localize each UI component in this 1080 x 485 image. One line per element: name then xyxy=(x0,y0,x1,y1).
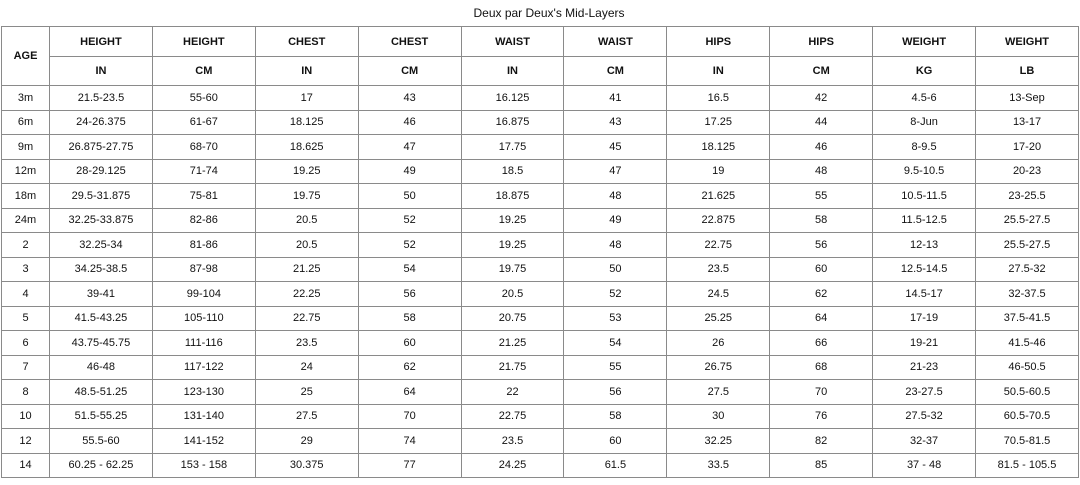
column-header: CHEST xyxy=(255,27,358,57)
unit-header: CM xyxy=(152,57,255,86)
unit-header: IN xyxy=(667,57,770,86)
table-cell: 16.875 xyxy=(461,110,564,135)
table-cell: 60 xyxy=(770,257,873,282)
table-cell: 54 xyxy=(564,331,667,356)
column-header: HEIGHT xyxy=(152,27,255,57)
table-cell: 20.75 xyxy=(461,306,564,331)
table-cell: 153 - 158 xyxy=(152,453,255,478)
table-cell: 123-130 xyxy=(152,380,255,405)
table-row xyxy=(2,380,1079,405)
unit-header: KG xyxy=(873,57,976,86)
table-cell: 25.5-27.5 xyxy=(976,208,1079,233)
table-row xyxy=(2,184,1079,209)
table-cell: 82-86 xyxy=(152,208,255,233)
table-body xyxy=(2,86,1079,478)
table-cell: 32-37 xyxy=(873,429,976,454)
table-row xyxy=(2,331,1079,356)
table-cell: 75-81 xyxy=(152,184,255,209)
table-cell: 68-70 xyxy=(152,135,255,160)
table-cell: 46-50.5 xyxy=(976,355,1079,380)
table-cell: 55-60 xyxy=(152,86,255,111)
table-cell: 21.25 xyxy=(461,331,564,356)
table-cell: 27.5 xyxy=(255,404,358,429)
table-cell: 76 xyxy=(770,404,873,429)
column-header: WAIST xyxy=(461,27,564,57)
table-cell: 22.75 xyxy=(255,306,358,331)
table-cell: 18.625 xyxy=(255,135,358,160)
table-cell: 19.25 xyxy=(461,208,564,233)
table-cell: 29.5-31.875 xyxy=(50,184,153,209)
table-cell: 20-23 xyxy=(976,159,1079,184)
table-cell: 27.5-32 xyxy=(976,257,1079,282)
age-cell: 3m xyxy=(2,86,50,111)
table-cell: 20.5 xyxy=(255,233,358,258)
table-cell: 52 xyxy=(358,233,461,258)
table-cell: 48 xyxy=(564,184,667,209)
table-cell: 25.25 xyxy=(667,306,770,331)
table-cell: 52 xyxy=(564,282,667,307)
table-cell: 22.25 xyxy=(255,282,358,307)
age-cell: 4 xyxy=(2,282,50,307)
table-cell: 27.5 xyxy=(667,380,770,405)
table-cell: 14.5-17 xyxy=(873,282,976,307)
table-cell: 32.25-34 xyxy=(50,233,153,258)
table-cell: 19.75 xyxy=(461,257,564,282)
table-cell: 87-98 xyxy=(152,257,255,282)
table-cell: 32-37.5 xyxy=(976,282,1079,307)
table-cell: 21.25 xyxy=(255,257,358,282)
table-cell: 30.375 xyxy=(255,453,358,478)
table-cell: 37.5-41.5 xyxy=(976,306,1079,331)
table-cell: 47 xyxy=(358,135,461,160)
table-cell: 21.75 xyxy=(461,355,564,380)
table-cell: 22.75 xyxy=(461,404,564,429)
table-cell: 18.125 xyxy=(255,110,358,135)
table-cell: 46 xyxy=(770,135,873,160)
table-cell: 60.25 - 62.25 xyxy=(50,453,153,478)
table-cell: 111-116 xyxy=(152,331,255,356)
table-cell: 10.5-11.5 xyxy=(873,184,976,209)
table-cell: 70 xyxy=(770,380,873,405)
table-cell: 99-104 xyxy=(152,282,255,307)
table-cell: 66 xyxy=(770,331,873,356)
table-cell: 23.5 xyxy=(255,331,358,356)
table-cell: 17-19 xyxy=(873,306,976,331)
table-cell: 58 xyxy=(770,208,873,233)
table-row xyxy=(2,233,1079,258)
table-cell: 68 xyxy=(770,355,873,380)
table-cell: 60 xyxy=(564,429,667,454)
table-cell: 9.5-10.5 xyxy=(873,159,976,184)
age-cell: 6 xyxy=(2,331,50,356)
unit-header: CM xyxy=(564,57,667,86)
table-cell: 58 xyxy=(564,404,667,429)
table-cell: 34.25-38.5 xyxy=(50,257,153,282)
table-cell: 50.5-60.5 xyxy=(976,380,1079,405)
table-cell: 141-152 xyxy=(152,429,255,454)
table-cell: 64 xyxy=(770,306,873,331)
table-cell: 62 xyxy=(770,282,873,307)
table-cell: 24 xyxy=(255,355,358,380)
age-cell: 18m xyxy=(2,184,50,209)
table-row xyxy=(2,404,1079,429)
table-cell: 81.5 - 105.5 xyxy=(976,453,1079,478)
table-cell: 54 xyxy=(358,257,461,282)
table-cell: 23.5 xyxy=(461,429,564,454)
table-cell: 77 xyxy=(358,453,461,478)
table-cell: 131-140 xyxy=(152,404,255,429)
table-cell: 82 xyxy=(770,429,873,454)
column-header: HIPS xyxy=(667,27,770,57)
unit-header: IN xyxy=(255,57,358,86)
table-cell: 30 xyxy=(667,404,770,429)
table-cell: 19.25 xyxy=(255,159,358,184)
table-cell: 21.625 xyxy=(667,184,770,209)
table-cell: 39-41 xyxy=(50,282,153,307)
table-cell: 37 - 48 xyxy=(873,453,976,478)
table-cell: 32.25-33.875 xyxy=(50,208,153,233)
table-row xyxy=(2,257,1079,282)
table-cell: 43 xyxy=(358,86,461,111)
table-cell: 53 xyxy=(564,306,667,331)
table-row xyxy=(2,453,1079,478)
table-cell: 45 xyxy=(564,135,667,160)
table-cell: 19.75 xyxy=(255,184,358,209)
table-cell: 62 xyxy=(358,355,461,380)
table-cell: 105-110 xyxy=(152,306,255,331)
header-row-units xyxy=(2,57,1079,86)
table-cell: 16.125 xyxy=(461,86,564,111)
size-chart-table xyxy=(1,26,1079,478)
table-cell: 22.75 xyxy=(667,233,770,258)
age-cell: 7 xyxy=(2,355,50,380)
table-cell: 41 xyxy=(564,86,667,111)
column-header: WEIGHT xyxy=(873,27,976,57)
table-cell: 46 xyxy=(358,110,461,135)
table-cell: 56 xyxy=(770,233,873,258)
column-header: WAIST xyxy=(564,27,667,57)
table-cell: 42 xyxy=(770,86,873,111)
table-cell: 26.875-27.75 xyxy=(50,135,153,160)
unit-header: CM xyxy=(770,57,873,86)
table-cell: 71-74 xyxy=(152,159,255,184)
table-cell: 49 xyxy=(564,208,667,233)
table-cell: 28-29.125 xyxy=(50,159,153,184)
table-cell: 60.5-70.5 xyxy=(976,404,1079,429)
table-cell: 26.75 xyxy=(667,355,770,380)
table-cell: 61.5 xyxy=(564,453,667,478)
table-cell: 23-27.5 xyxy=(873,380,976,405)
table-cell: 51.5-55.25 xyxy=(50,404,153,429)
table-cell: 21-23 xyxy=(873,355,976,380)
unit-header: IN xyxy=(50,57,153,86)
table-cell: 50 xyxy=(564,257,667,282)
table-cell: 24.25 xyxy=(461,453,564,478)
table-cell: 56 xyxy=(564,380,667,405)
column-header: WEIGHT xyxy=(976,27,1079,57)
table-cell: 18.125 xyxy=(667,135,770,160)
table-cell: 61-67 xyxy=(152,110,255,135)
table-cell: 41.5-43.25 xyxy=(50,306,153,331)
table-row xyxy=(2,306,1079,331)
table-cell: 12.5-14.5 xyxy=(873,257,976,282)
table-row xyxy=(2,429,1079,454)
table-row xyxy=(2,110,1079,135)
table-cell: 18.875 xyxy=(461,184,564,209)
table-cell: 29 xyxy=(255,429,358,454)
table-cell: 24-26.375 xyxy=(50,110,153,135)
unit-header: CM xyxy=(358,57,461,86)
table-cell: 19 xyxy=(667,159,770,184)
table-cell: 8-9.5 xyxy=(873,135,976,160)
table-cell: 23.5 xyxy=(667,257,770,282)
unit-header: LB xyxy=(976,57,1079,86)
column-header: HIPS xyxy=(770,27,873,57)
table-cell: 43 xyxy=(564,110,667,135)
table-cell: 17.75 xyxy=(461,135,564,160)
table-cell: 22 xyxy=(461,380,564,405)
table-cell: 43.75-45.75 xyxy=(50,331,153,356)
table-cell: 32.25 xyxy=(667,429,770,454)
table-row xyxy=(2,208,1079,233)
table-title: Deux par Deux's Mid-Layers xyxy=(473,6,625,20)
table-cell: 74 xyxy=(358,429,461,454)
table-cell: 11.5-12.5 xyxy=(873,208,976,233)
age-cell: 5 xyxy=(2,306,50,331)
age-cell: 10 xyxy=(2,404,50,429)
table-cell: 20.5 xyxy=(461,282,564,307)
table-cell: 25 xyxy=(255,380,358,405)
table-cell: 81-86 xyxy=(152,233,255,258)
age-cell: 24m xyxy=(2,208,50,233)
table-cell: 55.5-60 xyxy=(50,429,153,454)
table-cell: 64 xyxy=(358,380,461,405)
table-cell: 55 xyxy=(770,184,873,209)
table-cell: 46-48 xyxy=(50,355,153,380)
table-cell: 44 xyxy=(770,110,873,135)
table-cell: 27.5-32 xyxy=(873,404,976,429)
table-cell: 23-25.5 xyxy=(976,184,1079,209)
age-cell: 2 xyxy=(2,233,50,258)
table-cell: 47 xyxy=(564,159,667,184)
table-cell: 41.5-46 xyxy=(976,331,1079,356)
table-cell: 70.5-81.5 xyxy=(976,429,1079,454)
table-cell: 24.5 xyxy=(667,282,770,307)
table-cell: 48.5-51.25 xyxy=(50,380,153,405)
table-cell: 85 xyxy=(770,453,873,478)
table-cell: 50 xyxy=(358,184,461,209)
column-header: HEIGHT xyxy=(50,27,153,57)
column-header: CHEST xyxy=(358,27,461,57)
age-cell: 6m xyxy=(2,110,50,135)
table-cell: 25.5-27.5 xyxy=(976,233,1079,258)
table-cell: 8-Jun xyxy=(873,110,976,135)
age-cell: 9m xyxy=(2,135,50,160)
table-cell: 22.875 xyxy=(667,208,770,233)
table-cell: 13-17 xyxy=(976,110,1079,135)
table-cell: 48 xyxy=(564,233,667,258)
age-header: AGE xyxy=(2,27,50,86)
table-cell: 17 xyxy=(255,86,358,111)
table-cell: 117-122 xyxy=(152,355,255,380)
table-row xyxy=(2,159,1079,184)
table-cell: 20.5 xyxy=(255,208,358,233)
table-cell: 12-13 xyxy=(873,233,976,258)
table-cell: 19-21 xyxy=(873,331,976,356)
table-cell: 52 xyxy=(358,208,461,233)
table-row xyxy=(2,135,1079,160)
table-cell: 4.5-6 xyxy=(873,86,976,111)
age-cell: 3 xyxy=(2,257,50,282)
table-cell: 70 xyxy=(358,404,461,429)
table-row xyxy=(2,86,1079,111)
table-row xyxy=(2,282,1079,307)
table-cell: 60 xyxy=(358,331,461,356)
table-cell: 19.25 xyxy=(461,233,564,258)
age-cell: 12m xyxy=(2,159,50,184)
table-cell: 49 xyxy=(358,159,461,184)
age-cell: 14 xyxy=(2,453,50,478)
table-cell: 16.5 xyxy=(667,86,770,111)
table-cell: 48 xyxy=(770,159,873,184)
table-cell: 33.5 xyxy=(667,453,770,478)
header-row-measurements xyxy=(2,27,1079,57)
table-cell: 21.5-23.5 xyxy=(50,86,153,111)
table-cell: 13-Sep xyxy=(976,86,1079,111)
table-cell: 56 xyxy=(358,282,461,307)
unit-header: IN xyxy=(461,57,564,86)
table-cell: 26 xyxy=(667,331,770,356)
table-cell: 17.25 xyxy=(667,110,770,135)
table-cell: 55 xyxy=(564,355,667,380)
table-cell: 58 xyxy=(358,306,461,331)
age-cell: 8 xyxy=(2,380,50,405)
table-cell: 17-20 xyxy=(976,135,1079,160)
age-cell: 12 xyxy=(2,429,50,454)
table-row xyxy=(2,355,1079,380)
table-cell: 18.5 xyxy=(461,159,564,184)
